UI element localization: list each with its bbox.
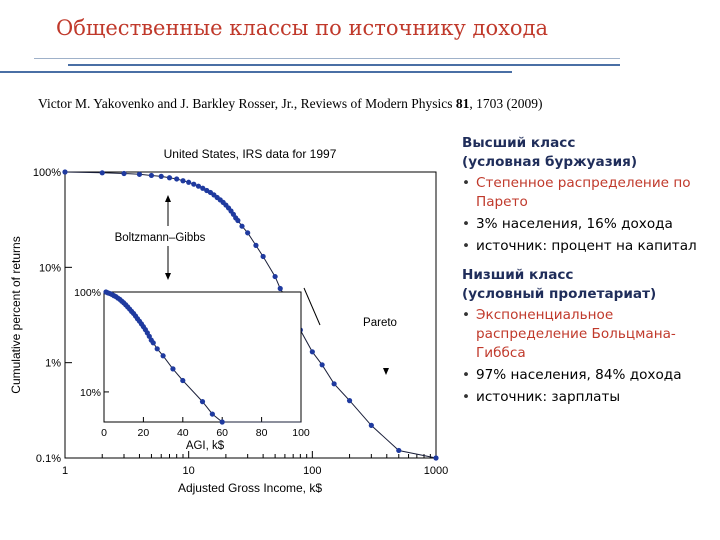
main-data-point [167,175,172,180]
x-tick-label: 10 [182,465,195,477]
y-tick-label: 100% [32,167,61,179]
main-data-point [253,243,258,248]
main-data-point [235,218,240,223]
main-data-point [149,173,154,178]
slide-title: Общественные классы по источнику дохода [56,16,549,40]
lower-class-subheading: (условный пролетариат) [462,286,657,302]
x-tick-label: 1000 [423,465,449,477]
inset-x-tick-label: 80 [255,427,268,439]
main-data-point [273,274,278,279]
main-data-point [347,398,352,403]
inset-data-point [155,346,160,351]
lower-bullet-source: • источник: зарплаты [462,388,717,407]
main-data-point [245,230,250,235]
boltzmann-arrowhead-up [165,195,171,202]
citation-authors: Victor M. Yakovenko and J. Barkley Rosser, Jr., Reviews of Modern Physics [38,96,453,111]
upper-class-bullets [462,174,717,256]
main-data-point [278,286,283,291]
citation-pages-year: , 1703 (2009) [469,96,543,111]
income-distribution-chart [0,140,455,500]
title-rule-upper [34,58,620,59]
y-tick-label: 0.1% [35,453,61,465]
lower-bullet-share: • 97% населения, 84% дохода [462,366,717,385]
inset-data-point [210,411,215,416]
main-data-point [186,180,191,185]
lower-class-group [462,266,717,407]
main-data-point [174,176,179,181]
main-data-point [369,423,374,428]
inset-data-point [220,419,225,424]
inset-x-tick-label: 0 [101,427,107,439]
upper-bullet-source: • источник: процент на капитал [462,237,717,256]
inset-y-tick-label: 10% [79,386,101,399]
inset-data-point [200,399,205,404]
title-rule-lower [0,71,512,73]
lower-class-bullets [462,306,717,407]
upper-class-heading: Высший класс [462,135,576,151]
pareto-annotation: Pareto [363,317,397,329]
inset-y-tick-label: 100% [74,287,101,299]
inset-x-tick-label: 20 [137,427,150,439]
upper-bullet-pareto: • Степенное распределение по Парето [462,174,717,212]
main-data-point [332,381,337,386]
main-data-point [159,174,164,179]
x-tick-label: 100 [303,465,322,477]
boltzmann-arrowhead-down [165,273,171,280]
main-data-point [191,182,196,187]
inset-data-point [151,340,156,345]
main-data-point [62,169,67,174]
citation [38,96,543,112]
main-data-point [320,362,325,367]
main-data-point [121,171,126,176]
title-rule-middle [68,64,620,66]
pareto-guide-line [304,288,320,325]
inset-data-point [180,378,185,383]
main-data-point [239,224,244,229]
inset-x-tick-label: 40 [176,427,189,439]
lower-class-heading: Низший класс [462,267,574,283]
x-tick-label: 1 [61,465,69,477]
boltzmann-gibbs-annotation: Boltzmann–Gibbs [114,232,206,244]
main-data-point [180,178,185,183]
main-data-point [433,455,438,460]
main-data-point [310,349,315,354]
main-x-axis-label: Adjusted Gross Income, k$ [177,481,323,495]
inset-data-point [161,353,166,358]
y-tick-label: 1% [45,357,61,370]
inset-data-point [170,366,175,371]
main-y-axis-label: Cumulative percent of returns [9,236,23,394]
pareto-marker [383,368,389,375]
inset-x-tick-label: 100 [292,427,310,439]
upper-class-subheading: (условная буржуазия) [462,154,638,170]
upper-bullet-share: • 3% населения, 16% дохода [462,215,717,234]
class-panel [462,134,717,417]
main-data-point [261,254,266,259]
upper-class-group [462,134,717,256]
main-data-point [100,170,105,175]
main-chart-title: United States, IRS data for 1997 [163,147,337,161]
main-data-point [137,172,142,177]
inset-x-axis-label: AGI, k$ [185,440,225,452]
citation-volume: 81 [455,96,470,111]
main-data-point [396,448,401,453]
lower-bullet-boltzmann: • Экспоненциальное распределение Больцмана-Гиббса [462,306,717,363]
y-tick-label: 10% [38,262,61,275]
inset-x-tick-label: 60 [216,427,229,439]
